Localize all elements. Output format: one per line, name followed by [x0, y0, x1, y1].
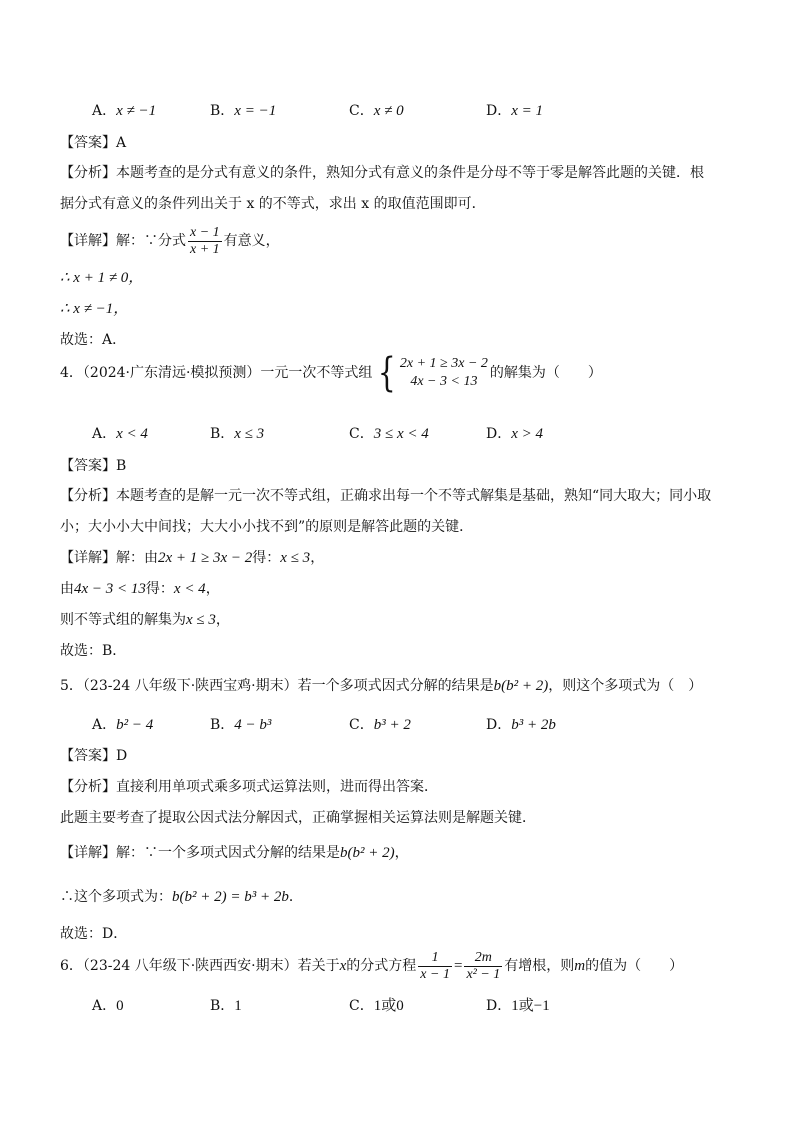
q5-answer: 【答案】D — [60, 748, 128, 764]
q4-analysis-line1: 【分析】本题考查的是解一元一次不等式组，正确求出每一个不等式解集是基础，熟知“同大取大；同小取 — [60, 488, 712, 504]
q6-option-d: D．1或−1 — [486, 998, 550, 1014]
q3-choice: 故选：A． — [60, 332, 127, 348]
q3-option-a: A．x ≠ −1 — [92, 103, 157, 119]
q6-stem: 6．（23-24 八年级下·陕西西安·期末）若关于x的分式方程 $\frac{1}{x - 1}$ = $\frac{2m}{\text{x² − 1}}$ 有增根，则m的值为（ ） — [60, 949, 684, 982]
q3-option-b: B．x = −1 — [210, 103, 277, 119]
q3-detail: 【详解】解：∵分式 $\frac{x - 1}{x + 1}$ 有意义， — [60, 224, 280, 257]
q5-option-c: C．b³ + 2 — [349, 717, 411, 733]
q5-analysis-line2: 此题主要考查了提取公因式法分解因式，正确掌握相关运算法则是解题关键． — [60, 810, 536, 826]
q3-answer: 【答案】A — [60, 135, 127, 151]
q3-analysis-line2: 据分式有意义的条件列出关于 x 的不等式，求出 x 的取值范围即可． — [60, 196, 486, 212]
q4-option-d: D．x > 4 — [486, 426, 544, 442]
q6-option-b: B．1 — [210, 998, 242, 1014]
q4-answer: 【答案】B — [60, 458, 127, 474]
q5-choice: 故选：D． — [60, 926, 128, 942]
q3-analysis-line1: 【分析】本题考查的是分式有意义的条件，熟知分式有意义的条件是分母不等于零是解答此题的关键．根 — [60, 165, 704, 181]
q5-analysis-line1: 【分析】直接利用单项式乘多项式运算法则，进而得出答案． — [60, 779, 438, 795]
brace-icon: { — [378, 350, 397, 396]
q3-option-d: D．x = 1 — [486, 103, 544, 119]
q5-option-d: D．b³ + 2b — [486, 717, 556, 733]
q4-detail-line3: 则不等式组的解集为x ≤ 3， — [60, 612, 230, 628]
q3-fraction: $\frac{x - 1}{x + 1}$ — [190, 224, 220, 257]
q4-option-a: A．x < 4 — [92, 426, 148, 442]
q5-step: ∴这个多项式为：b(b² + 2) = b³ + 2b． — [60, 889, 303, 905]
q4-detail-line1: 【详解】解：由2x + 1 ≥ 3x − 2得：x ≤ 3， — [60, 550, 325, 566]
q4-detail-line2: 由4x − 3 < 13得：x < 4， — [60, 581, 220, 597]
q6-option-a: A．0 — [92, 998, 124, 1014]
q4-analysis-line2: 小；大小小大中间找；大大小小找不到”的原则是解答此题的关键． — [60, 519, 474, 535]
q3-option-c: C．x ≠ 0 — [349, 103, 404, 119]
q5-option-a: A．b² − 4 — [92, 717, 154, 733]
q6-option-c: C．1或0 — [349, 998, 404, 1014]
q4-inequality-system: { 2x + 1 ≥ 3x − 2 4x − 3 < 13 — [378, 350, 488, 396]
q4-choice: 故选：B． — [60, 643, 127, 659]
q4-option-c: C．3 ≤ x < 4 — [349, 426, 429, 442]
q6-fraction-right: $\frac{2m}{\text{x² − 1}}$ — [466, 949, 501, 982]
q3-step1: ∴ x + 1 ≠ 0， — [60, 270, 144, 286]
q4-option-b: B．x ≤ 3 — [210, 426, 265, 442]
q6-fraction-left: $\frac{1}{x - 1}$ — [420, 949, 450, 982]
q5-stem: 5．（23-24 八年级下·陕西宝鸡·期末）若一个多项式因式分解的结果是b(b² + 2)，则这个多项式为（ ） — [60, 678, 703, 694]
q5-option-b: B．4 − b³ — [210, 717, 272, 733]
q4-stem: 4．（2024·广东清远·模拟预测）一元一次不等式组 { 2x + 1 ≥ 3x − 2 4x − 3 < 13 的解集为（ ） — [60, 350, 602, 396]
q3-step2: ∴ x ≠ −1， — [60, 301, 129, 317]
q5-detail: 【详解】解：∵一个多项式因式分解的结果是b(b² + 2)， — [60, 845, 409, 861]
